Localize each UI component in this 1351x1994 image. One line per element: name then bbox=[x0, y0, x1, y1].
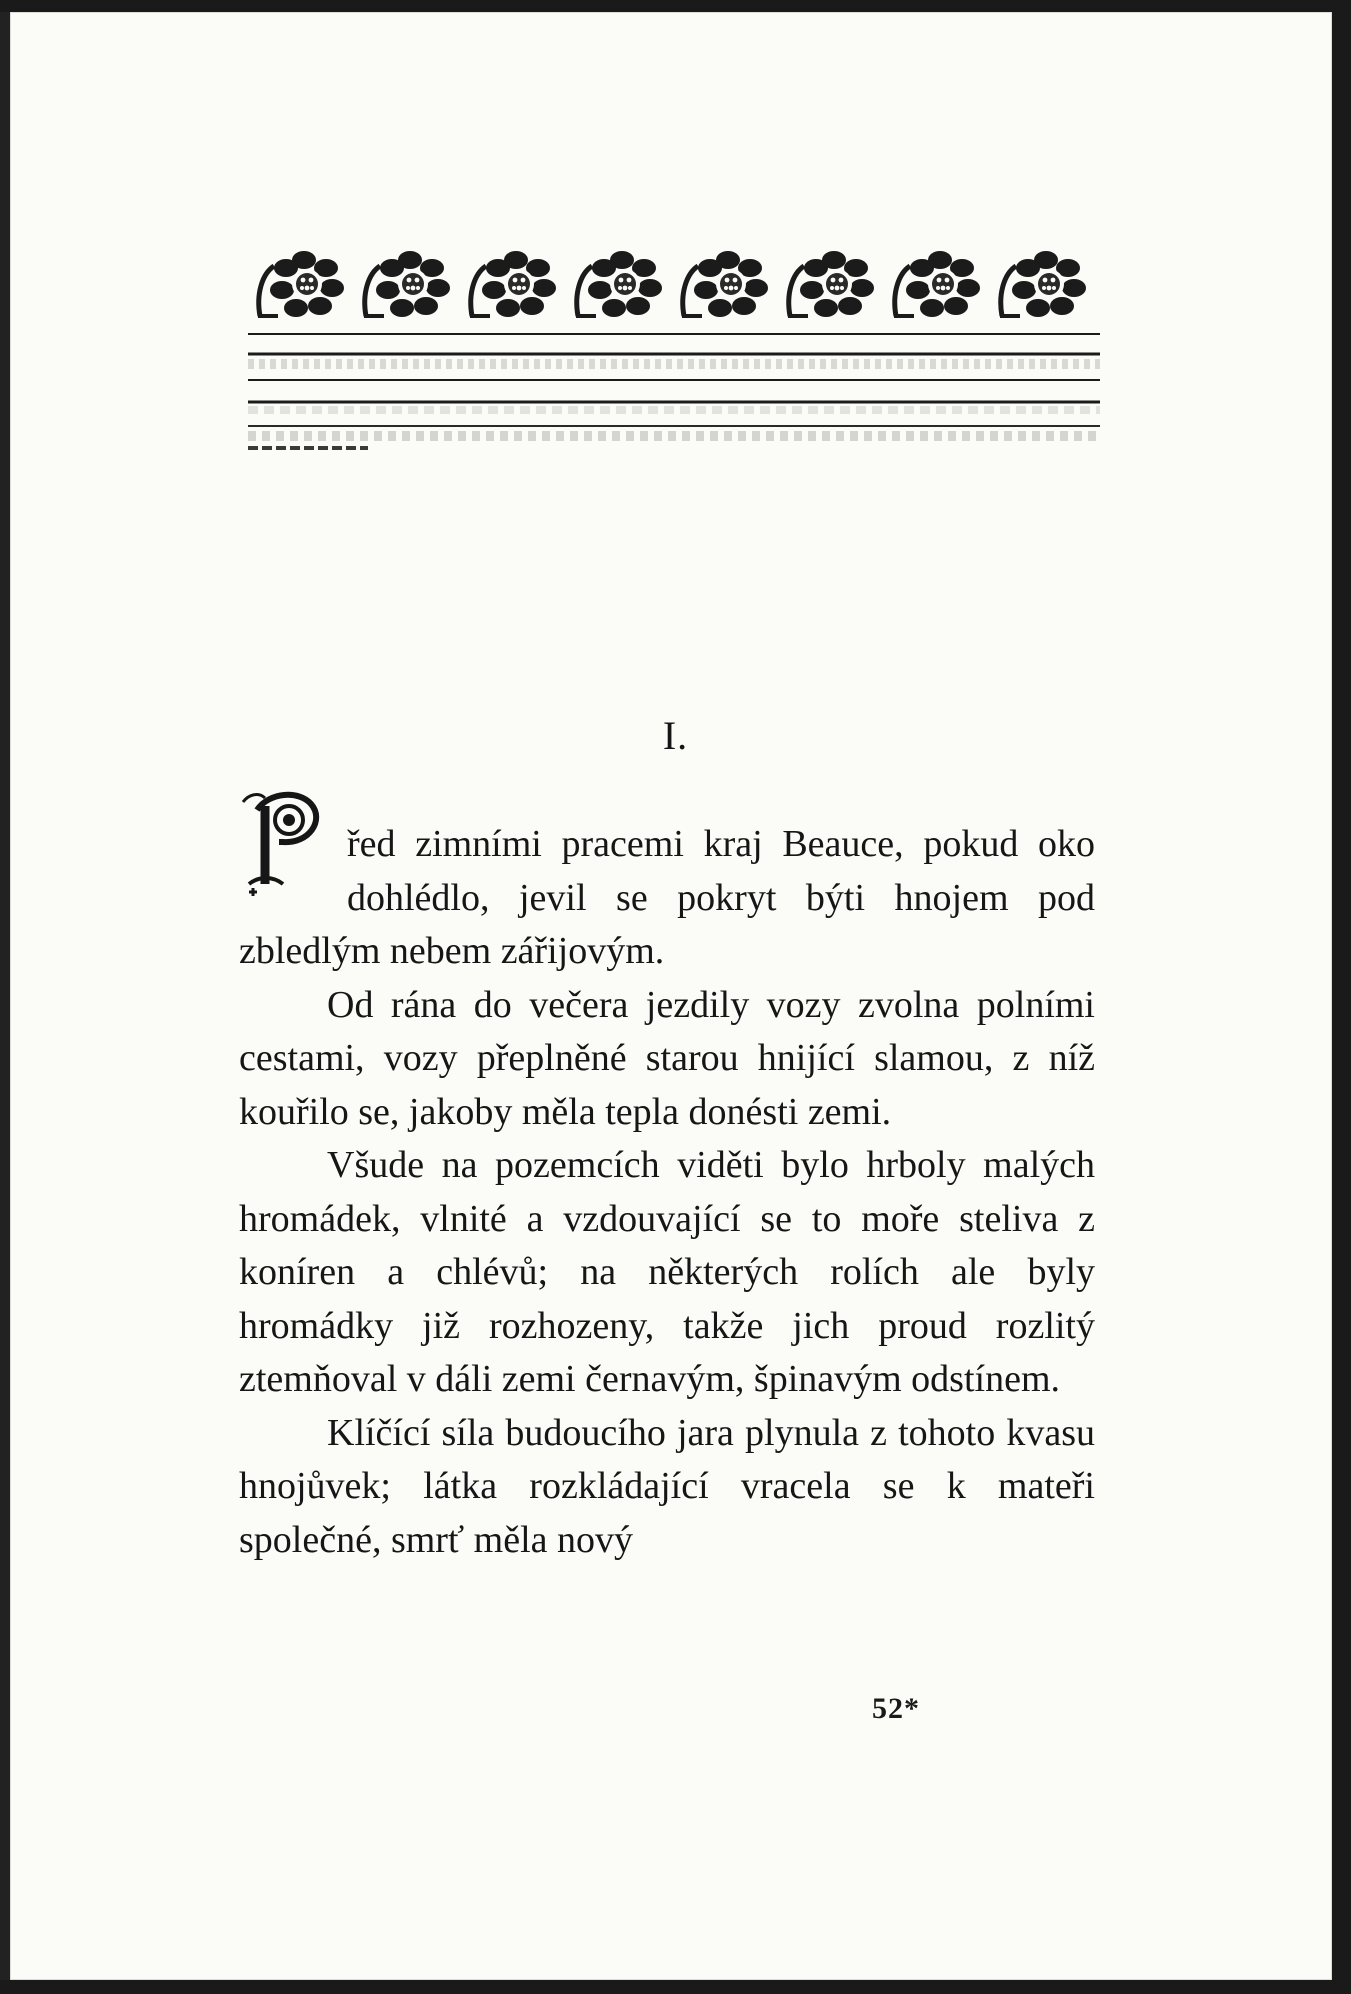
scan-binding-edge bbox=[0, 12, 10, 1980]
flower-icon-row bbox=[258, 251, 1086, 317]
paragraph-1 bbox=[239, 818, 1095, 979]
chapter-number: I. bbox=[662, 713, 689, 758]
paragraph-2: Od rána do večera jezdily vozy zvolna polními cestami, vozy přeplněné starou hnijící slamou, z níž kouřilo se, jakoby měla tepla donésti zemi. bbox=[239, 983, 1095, 1133]
chapter-body bbox=[239, 818, 1095, 1567]
signature-mark: 52* bbox=[872, 1692, 920, 1725]
floral-header-ornament bbox=[248, 238, 1100, 452]
ornamental-dropcap-p bbox=[239, 788, 339, 898]
paragraph-4: Klíčící síla budoucího jara plynula z tohoto kvasu hnojůvek; látka rozkládající vracela se k mateři společné, smrť měla nový bbox=[239, 1411, 1095, 1561]
paragraph-1-text: řed zimními pracemi kraj Beauce, pokud oko dohlédlo, jevil se pokryt býti hnojem pod zbledlým nebem zářijovým. bbox=[239, 823, 1095, 972]
paragraph-3: Všude na pozemcích viděti bylo hrboly malých hromádek, vlnité a vzdouvající se to moře steliva z koníren a chlévů; na některých rolích ale byly hromádky již rozhozeny, takže jich proud rozlitý ztemňoval v dáli zemi černavým, špinavým odstínem. bbox=[239, 1144, 1095, 1400]
